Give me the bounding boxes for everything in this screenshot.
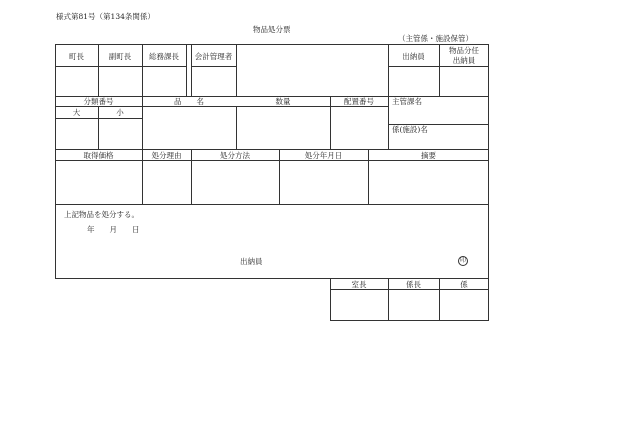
label-disposal-method: 処分方法 (220, 151, 250, 160)
declaration-date-line: 年 月 日 (87, 225, 140, 234)
declaration-signer: 出納員 (240, 257, 263, 266)
stamp-label-property-officer-1: 物品分任 (449, 46, 479, 55)
form-title: 物品処分票 (253, 25, 291, 34)
label-section-facility: 係(施設)名 (392, 125, 428, 134)
label-minor-class: 小 (116, 108, 124, 117)
declaration-statement: 上記物品を処分する。 (64, 210, 139, 219)
seal-mark: 印 (459, 257, 466, 264)
form-frame (55, 44, 489, 279)
stamp-label-staff: 係 (460, 280, 468, 289)
stamp-label-subsection-chief: 係長 (406, 280, 421, 289)
label-remarks: 摘要 (421, 151, 436, 160)
label-assignment-no: 配置番号 (344, 97, 374, 106)
label-acquisition-cost: 取得価格 (83, 151, 114, 160)
label-managing-section: 主管課名 (392, 97, 422, 106)
category-note: （主管係・施設保管） (398, 34, 473, 43)
stamp-label-deputy-mayor: 副町長 (108, 52, 132, 61)
label-disposal-date: 処分年月日 (304, 151, 343, 160)
label-item-name: 品 名 (174, 97, 204, 106)
label-classification-no: 分類番号 (83, 97, 114, 106)
stamp-label-general-affairs-chief: 総務課長 (149, 52, 179, 61)
label-disposal-reason: 処分理由 (151, 151, 182, 160)
stamp-label-office-chief: 室長 (351, 280, 367, 289)
form-number: 様式第81号（第134条関係） (56, 12, 155, 21)
label-quantity: 数量 (275, 97, 291, 106)
stamp-label-property-officer-2: 出納員 (452, 56, 476, 65)
label-major-class: 大 (72, 108, 81, 117)
stamp-label-accountant: 会計管理者 (194, 52, 233, 61)
stamp-label-storekeeper: 出納員 (402, 52, 425, 61)
stamp-label-mayor: 町長 (69, 52, 84, 61)
